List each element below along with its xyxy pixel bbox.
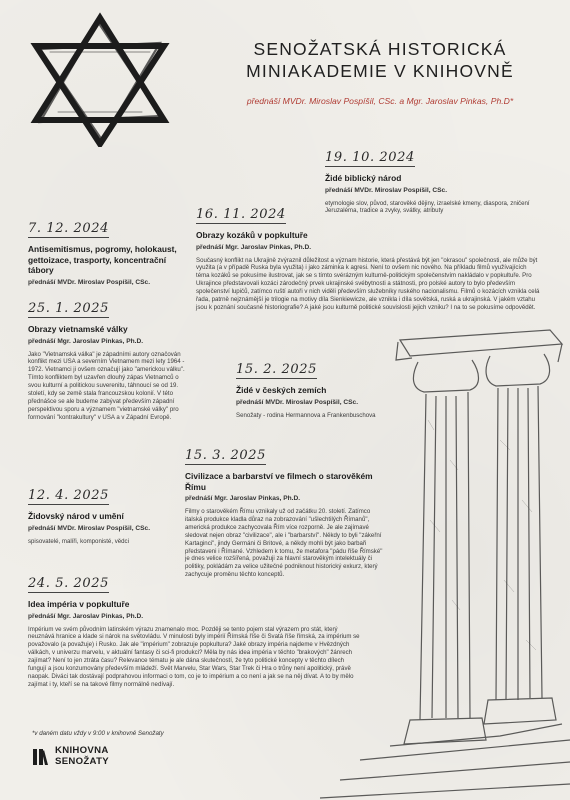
lecture-description: Filmy o starověkém Římu vznikaly už od začátku 20. století. Zatímco italská produkce kladla důraz na zobrazování "ušlechtilých Římanů", americká produkce zachycovala Řím více rozporně. Je ale zajímavé sledovat nejen obraz "civilizace", ale i "barbarství". Někdy to byli "zákeřní Kartaginci", jindy Germáni či Britové, a někdy mohli být jako barbaři představeni i Římané. Vzhledem k tomu, že metafora "pádu říše Římské" je dnes velice rozšířená, považuji za hlavní starověkým intelektuály či politiky, pokládám za velice užitečné podniknout historický exkurz, který zachycuje proměnu těchto konceptů.: [185, 508, 383, 579]
lecture-date: 24. 5. 2025: [28, 576, 110, 591]
lecture-lecturer: přednáší MVDr. Miroslav Pospíšil, CSc.: [325, 186, 448, 194]
star-of-david-icon: [30, 12, 170, 147]
lecture-description: etymologie slov, původ, starověké dějiny, izraelské kmeny, diaspora, zničení Jeruzaléma, tradice a zvyky, svátky, atributy: [325, 199, 530, 215]
lecture-lecturer: přednáší MVDr. Miroslav Pospíšil, CSc.: [236, 398, 359, 406]
lecture-block: [236, 360, 436, 419]
lecture-date: 25. 1. 2025: [28, 301, 110, 316]
lecture-description: spisovatelé, malíři, komponisté, vědci: [28, 537, 129, 545]
logo-line-1: KNIHOVNA: [55, 745, 109, 756]
lecture-lecturer: přednáší Mgr. Jaroslav Pinkas, Ph.D.: [28, 337, 144, 345]
lecture-topic: Idea impéria v popkultuře: [28, 599, 130, 609]
lecture-block: [28, 219, 188, 286]
lecture-lecturer: přednáší MVDr. Miroslav Pospíšil, CSc.: [28, 278, 151, 286]
lecture-block: [185, 446, 385, 579]
lecture-description: Jako "Vietnamská válka" je západními autory označován konflikt mezi USA a severním Vietnamem mezi lety 1964 - 1972. Vietnamci ji ovšem označují jako "americkou válku". Tímto konfliktem byl uzavřen dlouhý zápas Vietnamců o svou kulturní a politickou suverenitu, táhnoucí se od 19. století, kdy se země stala francouzskou kolonií. V této přednášce se ale budeme zabývat především západní perspektivou sporu a významem "vietnamské války" pro formování "kontrakultury" v USA a v Západní Evropě.: [28, 350, 185, 421]
lecture-lecturer: přednáší Mgr. Jaroslav Pinkas, Ph.D.: [196, 243, 312, 251]
lecture-topic: Civilizace a barbarství ve filmech o starověkém Římu: [185, 471, 373, 492]
lecture-block: [28, 574, 363, 689]
lecture-block: [28, 299, 188, 422]
lecture-date: 16. 11. 2024: [196, 207, 286, 222]
lecture-lecturer: přednáší MVDr. Miroslav Pospíšil, CSc.: [28, 524, 151, 532]
lecture-block: [28, 486, 193, 545]
lecture-date: 12. 4. 2025: [28, 488, 110, 503]
lecturers-subtitle: přednáší MVDr. Miroslav Pospíšil, CSc. a Mgr. Jaroslav Pinkas, Ph.D*: [246, 96, 514, 106]
lecture-description: Senožaty - rodina Hermannova a Frankenbuschova: [236, 411, 376, 419]
lecture-topic: Antisemitismus, pogromy, holokaust, gettoizace, trasporty, koncentrační tábory: [28, 244, 177, 275]
footer-note: *v daném datu vždy v 9:00 v knihovně Senožaty: [32, 730, 164, 737]
poster-title: [200, 38, 560, 82]
title-line-1: SENOŽATSKÁ HISTORICKÁ: [253, 39, 507, 59]
logo-line-2: SENOŽATY: [55, 755, 109, 767]
lecture-lecturer: přednáší Mgr. Jaroslav Pinkas, Ph.D.: [185, 495, 301, 502]
library-logo-icon: [32, 747, 50, 767]
lecture-date: 7. 12. 2024: [28, 221, 110, 236]
title-line-2: MINIAKADEMIE V KNIHOVNĚ: [246, 61, 514, 81]
lecture-topic: Židé biblický národ: [325, 173, 402, 183]
lecture-block: [196, 205, 541, 312]
lecture-date: 15. 2. 2025: [236, 362, 318, 377]
lecture-description: Současný konflikt na Ukrajině zvýraznil důležitost a význam historie, která přestává být jen "okrasou" společnosti, ale může být využita (a v případě Ruska byla využita) i jako záminka k agresi. Není to ovšem nic nového. Na příkladu filmů využívajících téma kozáků se pokusíme ilustrovat, jak se s tímto svérázným kulturně-politickým společenstvím nakládalo v popkultuře. Pro Ukrajince představovali kozáci zárodečný prvek ukrajinské svébytnosti a státnosti, pro polské autory to bylo především společenství lupičů, zatímco ruští autoři v nich viděli především služebníky ruského nacionalismu. Filmů o kozácích vznikla celá řada, patrně nejznámější je trilogie na motivy díla Sienkiewicze, ale vznikla i díla sovětská, ruská a ukrajinská. V jakém vztahu jsou k poznání současné historiografie? A jaké jsou kulturně politické souvislosti jejich vzniku? I na to se pokusíme odpovědět.: [196, 256, 540, 311]
lecture-lecturer: přednáší Mgr. Jaroslav Pinkas, Ph.D.: [28, 612, 144, 620]
library-logo: [32, 746, 109, 767]
lecture-topic: Obrazy vietnamské války: [28, 324, 128, 334]
lecture-topic: Židovský národ v umění: [28, 511, 124, 521]
lecture-date: 19. 10. 2024: [325, 150, 415, 165]
lecture-topic: Židé v českých zemích: [236, 385, 327, 395]
lecture-topic: Obrazy kozáků v popkultuře: [196, 230, 308, 240]
lecture-date: 15. 3. 2025: [185, 448, 267, 463]
lecture-description: Impérium ve svém původním latinském výrazu znamenalo moc. Později se tento pojem stal výrazem pro stát, který neuznává hranice a klade si nárok na světovládu. V minulosti byly impérií Římská říše či Svatá říše římská, za impérium se považovalo (a považuje) i Rusko. Jak ale "impérium" zobrazuje popkultura? Jaké obrazy impéria najdeme v Hvězdných válkách, v univerzu marvelu, v aktuální fantasy či sci-fi produkci? Měla by nás idea impéria v těchto "brakových" žánrech zajímat? Není to jen ztráta času? Relevance tématu je ale dána skutečností, že tyto politické koncepty v těchto dílech fungují a jsou konzumovány především mládeží. Svět Marvelu, Star Wars, Star Trek či Hra o trůny není apolitický, právě naopak. Diváci tak dostávají podprahovou informaci o tom, co je to impérium a co není a jak se na něj dívat. A to by mělo zajímat i ty, kteří se na takové filmy normálně nedívají.: [28, 625, 360, 688]
